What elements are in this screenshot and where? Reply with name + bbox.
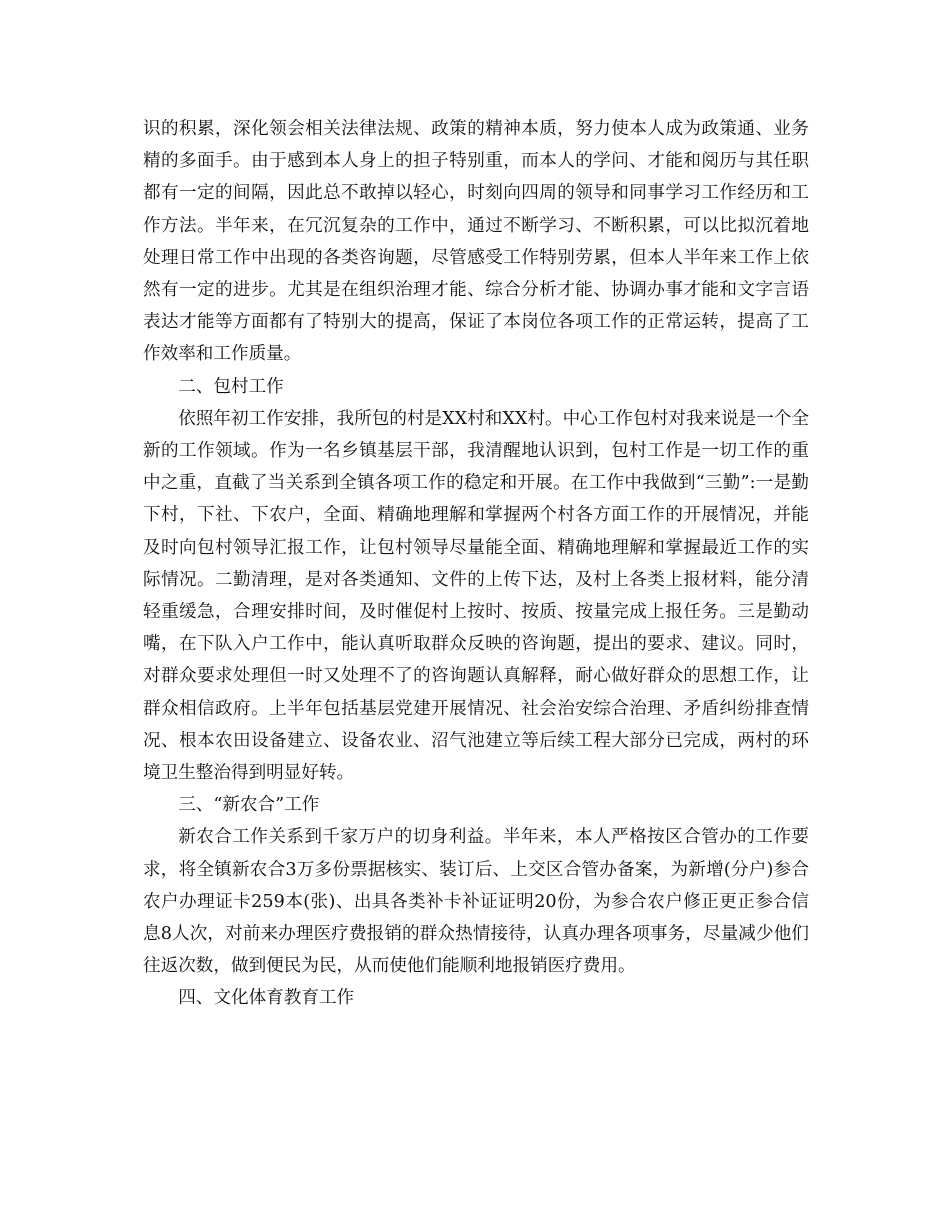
paragraph-village-work: 依照年初工作安排，我所包的村是XX村和XX村。中心工作包村对我来说是一个全新的工作领域。作为一名乡镇基层干部，我清醒地认识到，包村工作是一切工作的重中之重，直截了当关系到全镇各项工作的稳定和开展。在工作中我做到“三勤”:一是勤下村，下社、下农户，全面、精确地理解和掌握两个村各方面工作的开展情况，并能及时向包村领导汇报工作，让包村领导尽量能全面、精确地理解和掌握最近工作的实际情况。二勤清理，是对各类通知、文件的上传下达，及村上各类上报材料，能分清轻重缓急，合理安排时间，及时催促村上按时、按质、按量完成上报任务。三是勤动嘴，在下队入户工作中，能认真听取群众反映的咨询题，提出的要求、建议。同时，对群众要求处理但一时又处理不了的咨询题认真解释，耐心做好群众的思想工作，让群众相信政府。上半年包括基层党建开展情况、社会治安综合治理、矛盾纠纷排查情况、根本农田设备建立、设备农业、沼气池建立等后续工程大部分已完成，两村的环境卫生整治得到明显好转。 xyxy=(143,408,809,784)
document-body xyxy=(143,113,809,1015)
paragraph-continuation: 识的积累，深化领会相关法律法规、政策的精神本质，努力使本人成为政策通、业务精的多面手。由于感到本人身上的担子特别重，而本人的学问、才能和阅历与其任职都有一定的间隔，因此总不敢掉以轻心，时刻向四周的领导和同事学习工作经历和工作方法。半年来，在冗沉复杂的工作中，通过不断学习、不断积累，可以比拟沉着地处理日常工作中出现的各类咨询题，尽管感受工作特别劳累，但本人半年来工作上依然有一定的进步。尤其是在组织治理才能、综合分析才能、协调办事才能和文字言语表达才能等方面都有了特别大的提高，保证了本岗位各项工作的正常运转，提高了工作效率和工作质量。 xyxy=(143,119,809,365)
section-heading-village-work: 二、包村工作 xyxy=(178,376,284,397)
section-heading-new-rural-cooperative: 三、“新农合”工作 xyxy=(178,795,320,816)
section-heading-culture-sports-education: 四、文化体育教育工作 xyxy=(178,988,355,1009)
paragraph-new-rural-cooperative: 新农合工作关系到千家万户的切身利益。半年来，本人严格按区合管办的工作要求，将全镇新农合3万多份票据核实、装订后、上交区合管办备案，为新增(分户)参合农户办理证卡259本(张)、出具各类补卡补证证明20份，为参合农户修正更正参合信息8人次，对前来办理医疗费报销的群众热情接待，认真办理各项事务，尽量减少他们往返次数，做到便民为民，从而使他们能顺利地报销医疗费用。 xyxy=(143,827,809,977)
